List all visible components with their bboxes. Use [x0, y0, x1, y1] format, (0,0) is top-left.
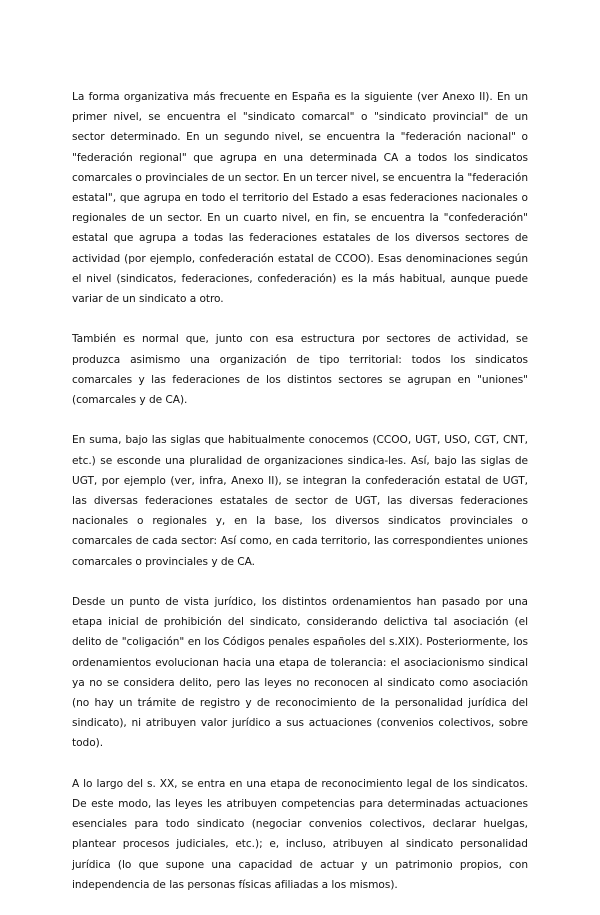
paragraph-organizacion-sectorial: La forma organizativa más frecuente en España es la siguiente (ver Anexo II). En un primer nivel, se encuentra el "sindicato comarcal" o "sindicato provincial" de un sector determinado. En un segundo nivel, se encuentra la "federación nacional" o "federación regional" que agrupa en una determinada CA a todos los sindicatos comarcales o provinciales de un sector. En un tercer nivel, se encuentra la "federación estatal", que agrupa en todo el territorio del Estado a esas federaciones nacionales o regionales de un sector. En un cuarto nivel, en fin, se encuentra la "confederación" estatal que agrupa a todas las federaciones estatales de los diversos sectores de actividad (por ejemplo, confederación estatal de CCOO). Esas denominaciones según el nivel (sindicatos, federaciones, confederación) es la más habitual, aunque puede variar de un sindicato a otro.	[72, 91, 528, 306]
paragraph-reconocimiento-legal: A lo largo del s. XX, se entra en una etapa de reconocimiento legal de los sindicatos. De este modo, las leyes les atribuyen competencias para determinadas actuaciones esenciales para todo sindicato (negociar convenios colectivos, declarar huelgas, plantear procesos judiciales, etc.); e, incluso, atribuyen al sindicato personalidad jurídica (lo que supone una capacidad de actuar y un patrimonio propios, con independencia de las personas físicas afiliadas a los mismos).	[72, 777, 528, 891]
paragraph-siglas-sindicales: En suma, bajo las siglas que habitualmente conocemos (CCOO, UGT, USO, CGT, CNT, etc.) se esconde una pluralidad de organizaciones sindica-les. Así, bajo las siglas de UGT, por ejemplo (ver, infra, Anexo II), se integran la confederación estatal de UGT, las diversas federaciones estatales de sector de UGT, las diversas federaciones nacionales o regionales y, en la base, los diversos sindicatos provinciales o comarcales de cada sector: Así como, en cada territorio, las correspondientes uniones comarcales o provinciales y de CA.	[72, 434, 528, 568]
paragraph-organizacion-territorial: También es normal que, junto con esa estructura por sectores de actividad, se produzca asimismo una organización de tipo territorial: todos los sindicatos comarcales y las federaciones de los distintos sectores se agrupan en "uniones" (comarcales y de CA).	[72, 333, 528, 407]
document-body	[72, 87, 528, 915]
paragraph-evolucion-juridica: Desde un punto de vista jurídico, los distintos ordenamientos han pasado por una etapa inicial de prohibición del sindicato, considerando delictiva tal asociación (el delito de "coligación" en los Códigos penales españoles del s.XIX). Posteriormente, los ordenamientos evolucionan hacia una etapa de tolerancia: el asociacionismo sindical ya no se considera delito, pero las leyes no reconocen al sindicato como asociación (no hay un trámite de registro y de reconocimiento de la personalidad jurídica del sindicato), ni atribuyen valor jurídico a sus actuaciones (convenios colectivos, sobre todo).	[72, 596, 528, 750]
